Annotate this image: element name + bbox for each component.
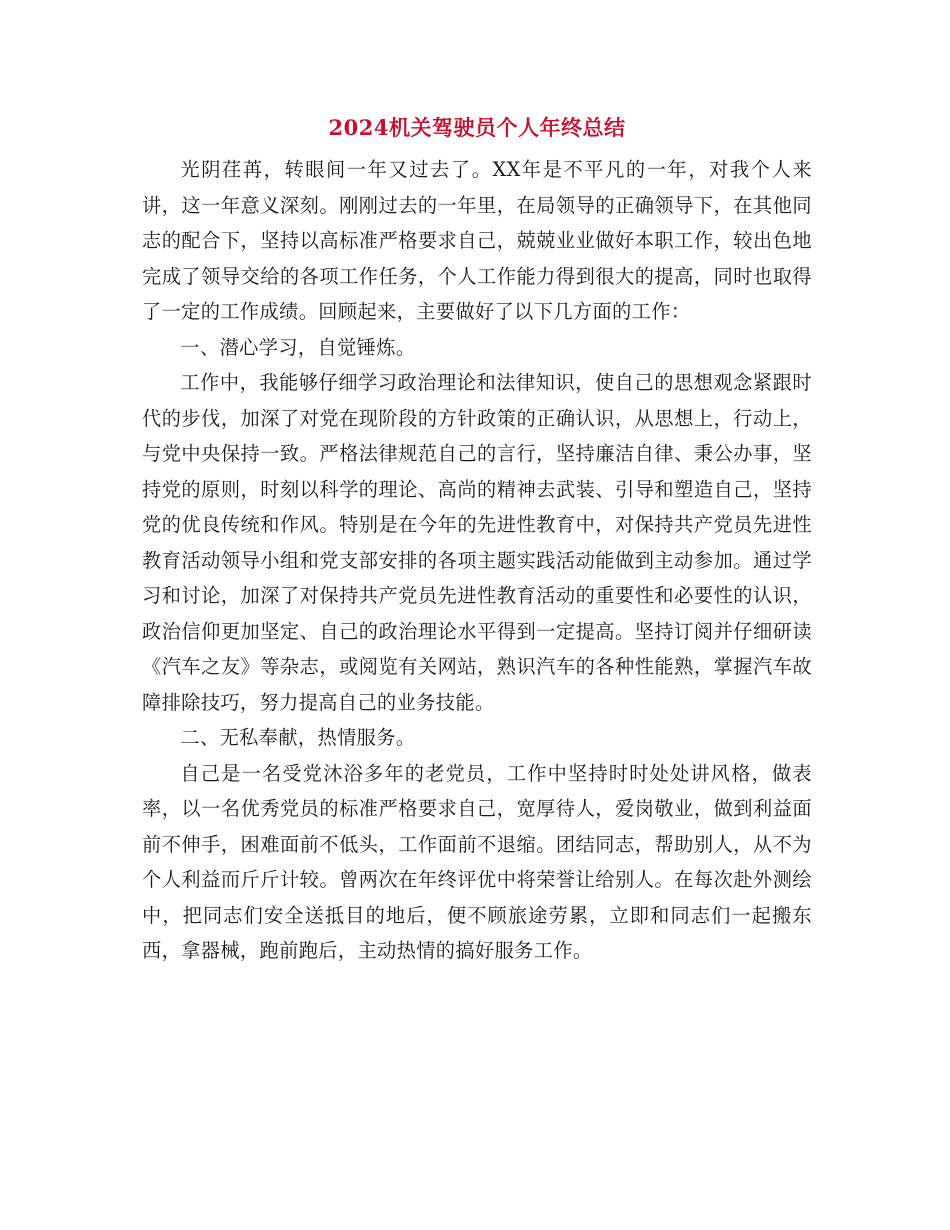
paragraph-section-2: 自己是一名受党沐浴多年的老党员，工作中坚持时时处处讲风格，做表率，以一名优秀党员的标准严格要求自己，宽厚待人，爱岗敬业，做到利益面前不伸手，困难面前不低头，工作面前不退缩。团结同志，帮助别人，从不为个人利益而斤斤计较。曾两次在年终评优中将荣誉让给别人。在每次赴外测绘中，把同志们安全送抵目的地后，便不顾旅途劳累，立即和同志们一起搬东西，拿器械，跑前跑后，主动热情的搞好服务工作。 xyxy=(142,761,812,962)
paragraph-section-1: 工作中，我能够仔细学习政治理论和法律知识，使自己的思想观念紧跟时代的步伐，加深了对党在现阶段的方针政策的正确认识，从思想上，行动上，与党中央保持一致。严格法律规范自己的言行，坚持廉洁自律、秉公办事，坚持党的原则，时刻以科学的理论、高尚的精神去武装、引导和塑造自己，坚持党的优良传统和作风。特别是在今年的先进性教育中，对保持共产党员先进性教育活动领导小组和党支部安排的各项主题实践活动能做到主动参加。通过学习和讨论，加深了对保持共产党员先进性教育活动的重要性和必要性的认识，政治信仰更加坚定、自己的政治理论水平得到一定提高。坚持订阅并仔细研读《汽车之友》等杂志，或阅览有关网站，熟识汽车的各种性能熟，掌握汽车故障排除技巧，努力提高自己的业务技能。 xyxy=(142,371,812,714)
section-heading-2: 二、无私奉献，热情服务。 xyxy=(180,726,416,749)
section-heading-1: 一、潜心学习，自觉锤炼。 xyxy=(180,335,416,359)
document-title: 2024机关驾驶员个人年终总结 xyxy=(328,115,626,140)
document-page xyxy=(142,108,812,969)
paragraph-intro: 光阴荏苒，转眼间一年又过去了。XX年是不平凡的一年，对我个人来讲，这一年意义深刻。刚刚过去的一年里，在局领导的正确领导下，在其他同志的配合下，坚持以高标准严格要求自己，兢兢业业做好本职工作，较出色地完成了领导交给的各项工作任务，个人工作能力得到很大的提高，同时也取得了一定的工作成绩。回顾起来，主要做好了以下几方面的工作： xyxy=(142,158,812,323)
